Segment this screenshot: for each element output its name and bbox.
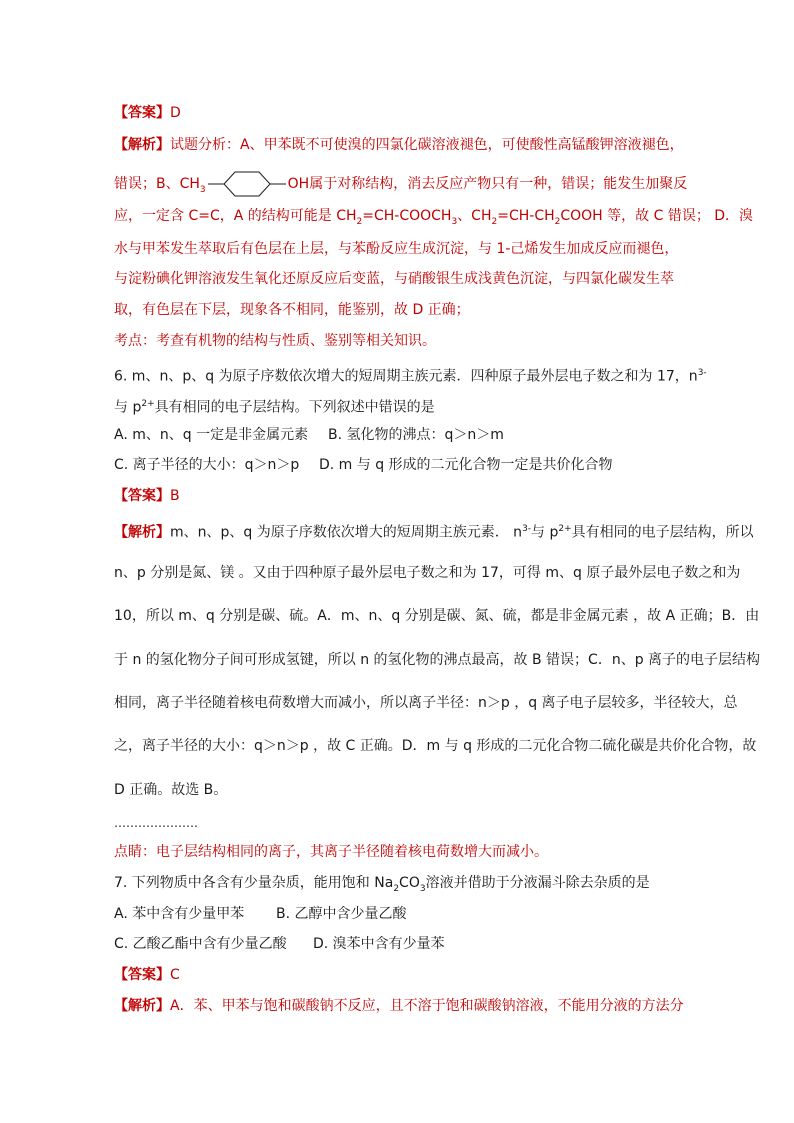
q6-stem-line-1: 6. m、n、p、q 为原子序数依次增大的短周期主族元素．四种原子最外层电子数之和为 17，$n^{3-}$ [114,368,707,385]
q7-option-c: C. 乙酸乙酯中含有少量乙酸 [114,936,287,952]
q5-analysis-line-5: 与淀粉碘化钾溶液发生氧化还原反应后变蓝，与硝酸银生成浅黄色沉淀，与四氯化碳发生萃 [114,271,674,287]
q6-dots: ………………… [114,816,198,830]
q6-analysis-line-6: 之，离子半径的大小：q＞n＞p ，故 C 正确。D．m 与 q 形成的二元化合物二硫化碳是共价化合物，故 [114,738,757,754]
q6-options-cd [114,455,613,475]
answer-bracket: 【答案】 [114,967,170,983]
q6-option-c: C. 离子半径的大小：q＞n＞p [114,457,300,473]
q6-option-a: A. m、n、q 一定是非金属元素 [114,427,309,443]
q6-answer-line [114,486,180,506]
q6-analysis-line-4: 于 n 的氢化物分子间可形成氢键，所以 n 的氢化物的沸点最高，故 B 错误；C．n、p 离子的电子层结构 [114,652,761,668]
q6-analysis-line-7: D 正确。故选 B。 [114,782,228,798]
q7-answer: C [170,967,180,983]
answer-bracket: 【答案】 [114,488,170,504]
analysis-bracket: 【解析】 [114,137,170,153]
q5-kaodian: 考点：考查有机物的结构与性质、鉴别等相关知识。 [114,333,436,349]
q6-analysis-line-1: 【解析】m、n、p、q 为原子序数依次增大的短周期主族元素． $n^{3-}$与 $p^{2+}$具有相同的电子层结构，所以 [114,524,754,541]
q5-analysis-line-3: 应，一定含 C=C，A 的结构可能是 $CH_2=CH-COOCH_3$、$CH_2=CH-CH_2COOH$ 等，故 C 错误； D．溴 [114,208,754,227]
q7-options-cd [114,934,445,954]
q7-option-a: A. 苯中含有少量甲苯 [114,906,245,922]
q6-option-b: B. 氢化物的沸点：q＞n＞m [328,427,504,443]
q5-answer: D [170,105,181,121]
q7-option-d: D. 溴苯中含有少量苯 [313,936,445,952]
analysis-bracket: 【解析】 [114,524,170,541]
q7-answer-line [114,965,180,985]
q6-analysis-line-2: n、p 分别是氮、镁 。又由于四种原子最外层电子数之和为 17，可得 m、q 原子最外层电子数之和为 [114,565,741,581]
q6-options-ab [114,425,504,445]
q6-stem-line-2: 与 $p^{2+}$具有相同的电子层结构。下列叙述中错误的是 [114,399,435,416]
q7-analysis-line-1: 【解析】A．苯、甲苯与饱和碳酸钠不反应，且不溶于饱和碳酸钠溶液，不能用分液的方法分 [114,998,684,1014]
q6-answer: B [170,488,180,504]
analysis-bracket: 【解析】 [114,998,170,1014]
answer-bracket: 【答案】 [114,105,170,121]
q6-analysis-line-3: 10，所以 m、q 分别是碳、硫。A．m、n、q 分别是碳、氮、硫，都是非金属元素 ，故 A 正确；B．由 [114,608,760,624]
q6-analysis-line-5: 相同，离子半径随着核电荷数增大而减小，所以离子半径：n＞p ，q 离子电子层较多，半径较大，总 [114,695,738,711]
q6-option-d: D. m 与 q 形成的二元化合物一定是共价化合物 [319,457,613,473]
q5-answer-line [114,103,181,123]
q7-options-ab [114,904,407,924]
q5-analysis-line-2: 错误；B、$CH_3$ OH属于对称结构，消去反应产物只有一种，错误；能发生加聚反 [114,170,687,200]
q5-analysis-line-6: 取，有色层在下层，现象各不相同，能鉴别，故 D 正确； [114,302,470,318]
q6-tip: 点睛：电子层结构相同的离子，其离子半径随着核电荷数增大而减小。 [114,844,548,860]
q5-analysis-line-4: 水与甲苯发生萃取后有色层在上层，与苯酚反应生成沉淀，与 1-己烯发生加成反应而褪色， [114,241,679,257]
cyclohexane-ring-icon [208,170,286,198]
q5-analysis-line-1: 【解析】试题分析：A、甲苯既不可使溴的四氯化碳溶液褪色，可使酸性高锰酸钾溶液褪色， [114,137,684,153]
q7-stem: 7. 下列物质中各含有少量杂质，能用饱和 $Na_2CO_3$溶液并借助于分液漏斗除去杂质的是 [114,875,650,894]
q7-option-b: B. 乙醇中含少量乙酸 [276,906,407,922]
